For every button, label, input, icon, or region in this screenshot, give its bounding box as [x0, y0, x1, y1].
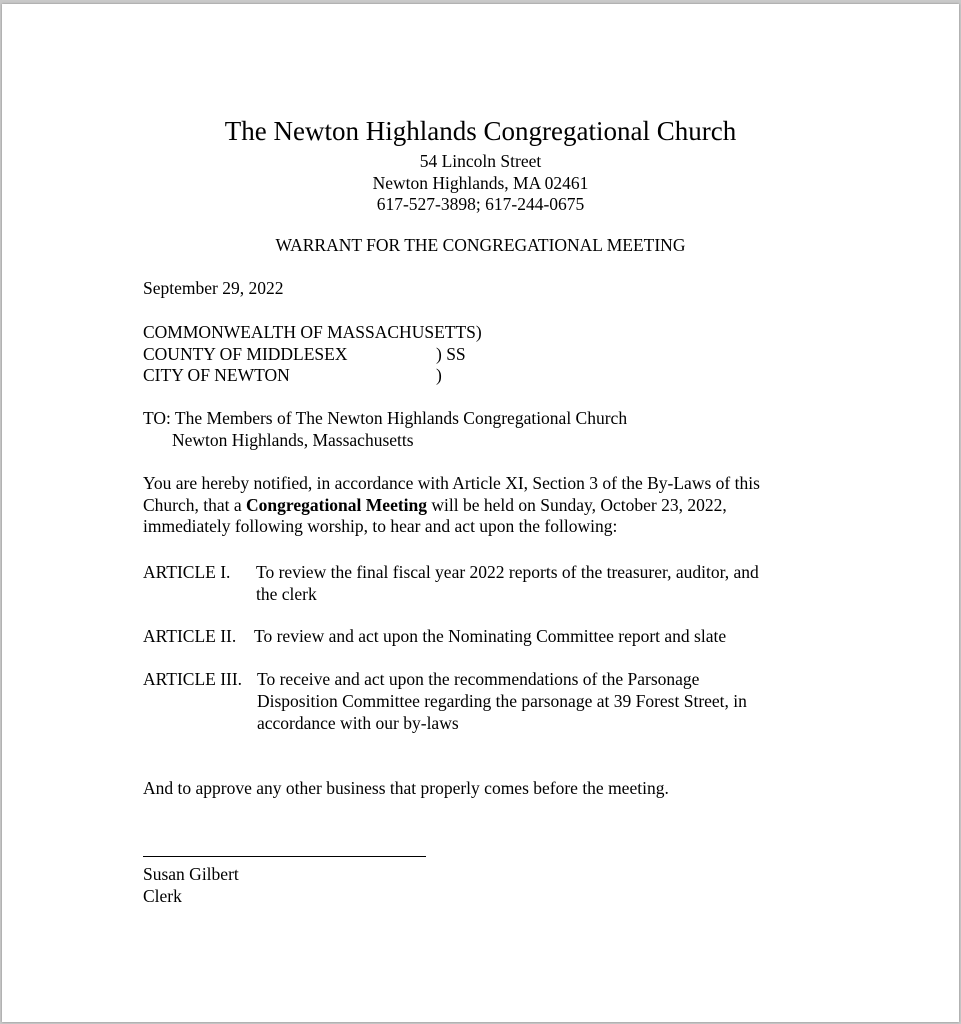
article-3-line-3: accordance with our by-laws	[257, 713, 459, 733]
signer-role: Clerk	[143, 886, 182, 906]
article-3-label: ARTICLE III.	[143, 669, 243, 689]
jurisdiction-ss: ) SS	[436, 344, 466, 364]
address-street: 54 Lincoln Street	[419, 151, 542, 171]
article-3-line-2: Disposition Committee regarding the parsonage at 39 Forest Street, in	[257, 691, 747, 711]
article-2-label: ARTICLE II.	[143, 626, 237, 646]
meeting-name-bold: Congregational Meeting	[246, 495, 428, 515]
article-1-line-1: To review the final fiscal year 2022 reports of the treasurer, auditor, and	[256, 562, 759, 582]
notice-line-2	[143, 494, 727, 516]
article-2-line-1: To review and act upon the Nominating Committee report and slate	[254, 626, 727, 646]
closing-statement: And to approve any other business that properly comes before the meeting.	[143, 778, 669, 798]
church-name: The Newton Highlands Congregational Church	[224, 116, 737, 146]
jurisdiction-city: CITY OF NEWTON	[143, 365, 290, 385]
phone-numbers: 617-527-3898; 617-244-0675	[376, 194, 585, 214]
article-1-line-2: the clerk	[256, 584, 317, 604]
article-3-line-1: To receive and act upon the recommendations of the Parsonage	[257, 669, 700, 689]
jurisdiction-commonwealth: COMMONWEALTH OF MASSACHUSETTS)	[143, 322, 482, 342]
to-location: Newton Highlands, Massachusetts	[172, 430, 414, 450]
address-city: Newton Highlands, MA 02461	[372, 173, 589, 193]
jurisdiction-county: COUNTY OF MIDDLESEX	[143, 344, 348, 364]
to-members: TO: The Members of The Newton Highlands Congregational Church	[143, 408, 628, 428]
signer-name: Susan Gilbert	[143, 864, 239, 884]
jurisdiction-paren: )	[436, 365, 442, 385]
signature-line	[143, 856, 426, 857]
warrant-title: WARRANT FOR THE CONGREGATIONAL MEETING	[275, 235, 686, 255]
notice-line-2-pre: Church, that a	[143, 495, 247, 515]
notice-line-1: You are hereby notified, in accordance with Article XI, Section 3 of the By-Laws of this	[143, 473, 760, 493]
article-1-label: ARTICLE I.	[143, 562, 231, 582]
notice-line-2-post: will be held on Sunday, October 23, 2022,	[427, 495, 727, 515]
document-date: September 29, 2022	[143, 278, 284, 298]
notice-line-3: immediately following worship, to hear and act upon the following:	[143, 516, 618, 536]
